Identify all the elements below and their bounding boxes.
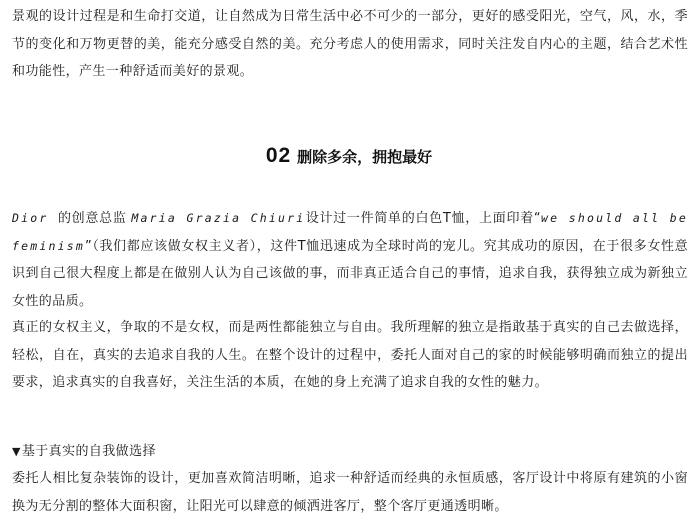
dior-paragraph: [12, 205, 688, 315]
subsection-title: 基于真实的自我做选择: [21, 444, 156, 459]
designer-name: Maria Grazia Chiuri: [131, 211, 306, 225]
dior-brand: Dior: [12, 211, 58, 225]
feminism-paragraph: 真正的女权主义，争取的不是女权，而是两性都能独立与自由。我所理解的独立是指敢基于真实的自己去做选择，轻松，自在，真实的去追求自我的人生。在整个设计的过程中，委托人面对自己的家的时候能够明确而独立的提出要求，追求真实的自我喜好，关注生活的本质，在她的身上充满了追求自我的女性的魅力。: [12, 320, 688, 390]
tshirt-slogan: we should all be feminism: [12, 211, 688, 253]
intro-paragraph: 景观的设计过程是和生命打交道，让自然成为日常生活中必不可少的一部分，更好的感受阳光，空气，风，水，季节的变化和万物更替的美，能充分感受自然的美。充分考虑人的使用需求，同时关注发自内心的主题，结合艺术性和功能性，产生一种舒适而美好的景观。: [12, 9, 688, 79]
section-number: 02: [265, 144, 292, 167]
dior-text-3: ”（我们都应该做女权主义者），这件T恤迅速成为全球时尚的宠儿。究其成功的原因，在于很多女性意识到自己很大程度上都是在做别人认为自己该做的事，而非真正适合自己的事情，追求自我，获得独立成为新独立女性的品质。: [12, 238, 688, 309]
living-room-paragraph: 委托人相比复杂装饰的设计，更加喜欢简洁明晰，追求一种舒适而经典的永恒质感，客厅设计中将原有建筑的小窗换为无分割的整体大面积窗，让阳光可以肆意的倾洒进客厅，整个客厅更通透明晰。: [12, 471, 688, 514]
section-title: 删除多余，拥抱最好: [297, 148, 433, 166]
dior-text-1: 的创意总监: [57, 211, 132, 226]
section-heading: [0, 144, 698, 168]
subsection-heading: [12, 438, 156, 466]
triangle-down-icon: ▼: [12, 445, 21, 458]
dior-text-2: 设计过一件简单的白色T恤，上面印着“: [305, 211, 542, 226]
